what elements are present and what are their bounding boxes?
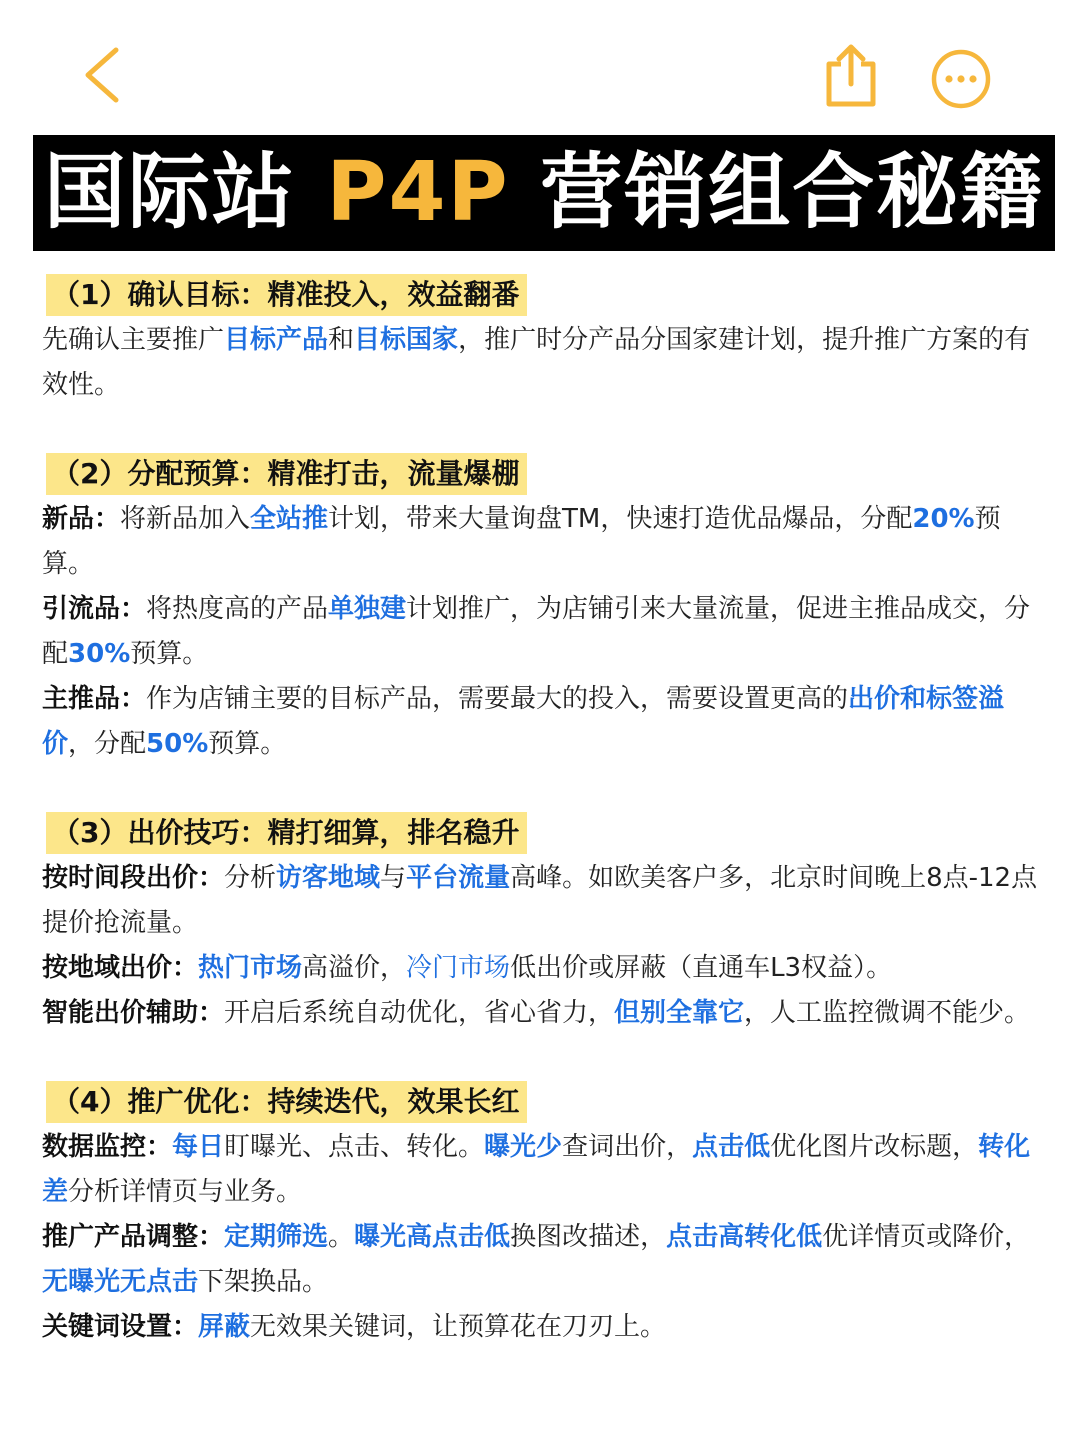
para-label: 智能出价辅助： <box>42 998 225 1028</box>
highlight: 曝光高点击低 <box>354 1222 511 1252</box>
highlight: 30% <box>68 639 131 669</box>
section-heading: （2）分配预算：精准打击，流量爆棚 <box>46 453 527 495</box>
text: 。 <box>328 1222 355 1252</box>
highlight: 但别全靠它 <box>614 998 745 1028</box>
highlight: 点击高转化低 <box>666 1222 823 1252</box>
paragraph <box>42 856 1042 946</box>
top-nav-bar <box>0 0 1080 135</box>
text: ，人工监控微调不能少。 <box>744 998 1031 1028</box>
spacer <box>42 767 1042 812</box>
paragraph <box>42 677 1042 767</box>
text: 作为店铺主要的目标产品，需要最大的投入，需要设置更高的 <box>146 684 849 714</box>
highlight: 50% <box>146 729 209 759</box>
title-prefix: 国际站 <box>43 145 327 240</box>
text: 无效果关键词，让预算花在刀刃上。 <box>250 1312 667 1342</box>
text: 盯曝光、点击、转化。 <box>224 1132 485 1162</box>
text: 换图改描述， <box>510 1222 667 1252</box>
paragraph <box>42 991 1042 1036</box>
section-target <box>42 274 1042 408</box>
highlight: 屏蔽 <box>198 1312 251 1342</box>
text: 将热度高的产品 <box>146 594 329 624</box>
highlight: 目标国家 <box>354 325 459 355</box>
para-label: 数据监控： <box>42 1132 173 1162</box>
highlight: 20% <box>912 504 975 534</box>
text: 预算。 <box>42 504 1001 579</box>
text: ，推广时分产品分国家建计划，提升推广方案的有效性。 <box>42 325 1031 400</box>
highlight: 单独建 <box>328 594 407 624</box>
text: 计划推广，为店铺引来大量流量，促进主推品成交，分配 <box>42 594 1031 669</box>
highlight: 转化差 <box>42 1132 1031 1207</box>
title-accent: P4P <box>326 145 510 240</box>
para-label: 主推品： <box>42 684 147 714</box>
text: 分析详情页与业务。 <box>68 1177 303 1207</box>
paragraph <box>42 318 1042 408</box>
paragraph <box>42 1305 1042 1350</box>
para-label: 按时间段出价： <box>42 863 225 893</box>
paragraph <box>42 587 1042 677</box>
para-label: 按地域出价： <box>42 953 199 983</box>
section-heading: （1）确认目标：精准投入，效益翻番 <box>46 274 527 316</box>
paragraph <box>42 1215 1042 1305</box>
highlight: 定期筛选 <box>224 1222 329 1252</box>
text: 预算。 <box>130 639 209 669</box>
page-title <box>43 145 1045 240</box>
more-icon[interactable] <box>930 48 992 110</box>
title-banner <box>33 135 1055 251</box>
highlight: 冷门市场 <box>406 953 511 983</box>
text: 与 <box>380 863 407 893</box>
article-body <box>42 274 1042 1350</box>
text: ，分配 <box>68 729 147 759</box>
highlight: 访客地域 <box>276 863 381 893</box>
text: 查词出价， <box>562 1132 693 1162</box>
paragraph <box>42 497 1042 587</box>
text: 和 <box>328 325 355 355</box>
text: 下架换品。 <box>198 1267 329 1297</box>
para-label: 新品： <box>42 504 121 534</box>
text: 低出价或屏蔽（直通车L3权益）。 <box>510 953 893 983</box>
para-label: 关键词设置： <box>42 1312 199 1342</box>
section-bidding <box>42 812 1042 1036</box>
text: 分析 <box>224 863 277 893</box>
spacer <box>42 1036 1042 1081</box>
text: 计划，带来大量询盘TM，快速打造优品爆品，分配 <box>328 504 913 534</box>
highlight: 曝光少 <box>484 1132 563 1162</box>
section-optimization <box>42 1081 1042 1350</box>
text: 高峰。如欧美客户多，北京时间晚上8点-12点提价抢流量。 <box>42 863 1038 938</box>
highlight: 点击低 <box>692 1132 771 1162</box>
paragraph <box>42 946 1042 991</box>
text: 开启后系统自动优化，省心省力， <box>224 998 615 1028</box>
text: 预算。 <box>208 729 287 759</box>
share-icon[interactable] <box>822 42 880 108</box>
text: 先确认主要推广 <box>42 325 225 355</box>
highlight: 目标产品 <box>224 325 329 355</box>
para-label: 推广产品调整： <box>42 1222 225 1252</box>
text: 优化图片改标题， <box>770 1132 979 1162</box>
highlight: 热门市场 <box>198 953 303 983</box>
highlight: 平台流量 <box>406 863 511 893</box>
spacer <box>42 408 1042 453</box>
section-heading: （4）推广优化：持续迭代，效果长红 <box>46 1081 527 1123</box>
section-heading: （3）出价技巧：精打细算，排名稳升 <box>46 812 527 854</box>
paragraph <box>42 1125 1042 1215</box>
text: 高溢价， <box>302 953 407 983</box>
text: 将新品加入 <box>120 504 251 534</box>
text: 优详情页或降价， <box>822 1222 1031 1252</box>
para-label: 引流品： <box>42 594 147 624</box>
title-suffix: 营销组合秘籍 <box>509 145 1045 240</box>
highlight: 无曝光无点击 <box>42 1267 199 1297</box>
highlight: 全站推 <box>250 504 329 534</box>
highlight: 出价和标签溢价 <box>42 684 1005 759</box>
chevron-left-icon[interactable] <box>78 46 126 104</box>
section-budget <box>42 453 1042 767</box>
highlight: 每日 <box>172 1132 225 1162</box>
